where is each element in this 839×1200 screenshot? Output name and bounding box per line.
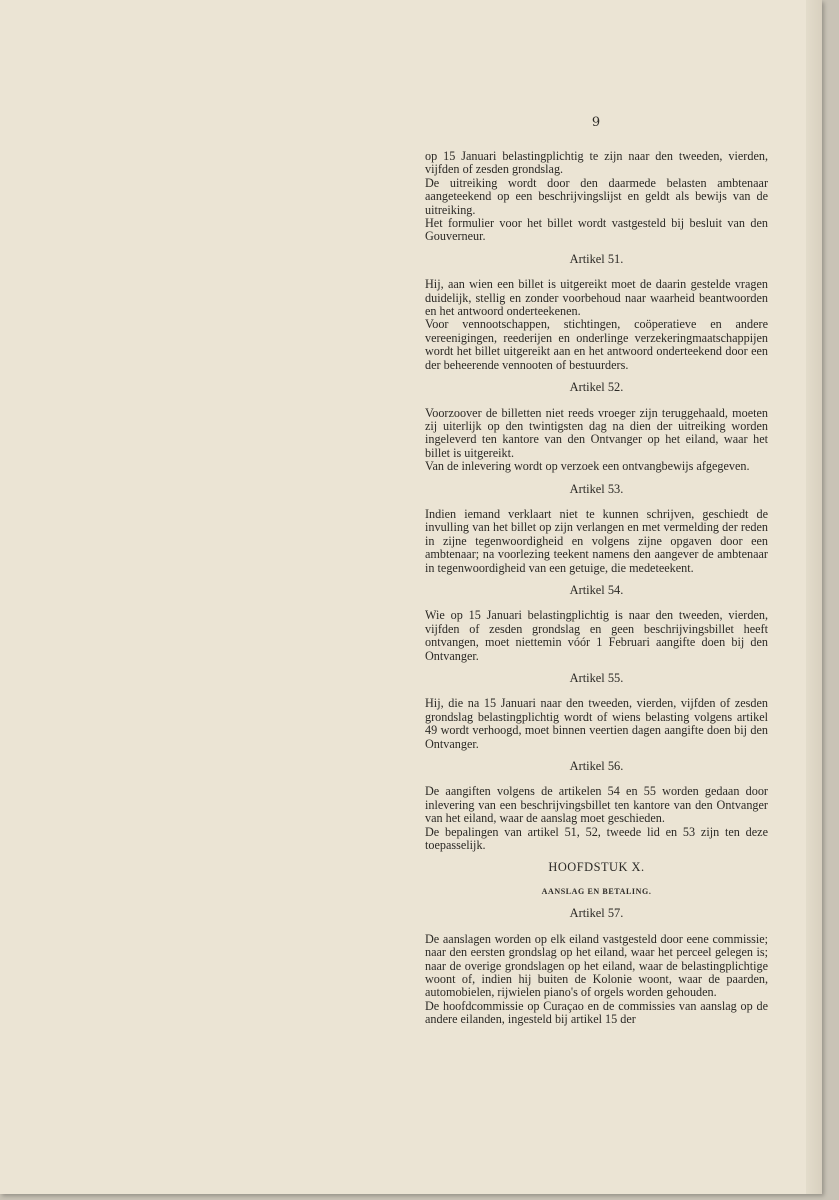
article-heading: Artikel 51. [569, 251, 624, 266]
chapter-subtitle: AANSLAG EN BETALING. [541, 886, 652, 896]
paragraph: Voorzoover de billetten niet reeds vroeger zijn teruggehaald, moeten zij uiterlijk op den twintigsten dag na dien der uitreiking worden ingeleverd ten kantore van den Ontvanger op het eiland, waar het billet is uitgereikt. [425, 405, 768, 460]
paragraph: Het formulier voor het billet wordt vastgesteld bij besluit van den Gouverneur. [425, 216, 768, 244]
paragraph: De aanslagen worden op elk eiland vastgesteld door eene commissie; naar den eersten grondslag op het eiland, waar het perceel gelegen is; naar de overige grondslagen op het eiland, waar de belastingplichtige woont of, indien hij buiten de Kolonie woont, waar de paarden, automobielen, rijwielen piano's of orgels worden gehouden. [425, 931, 768, 1000]
article-heading: Artikel 57. [569, 906, 624, 921]
paragraph: op 15 Januari belastingplichtig te zijn naar den tweeden, vierden, vijfden of zesden grondslag. [425, 149, 768, 177]
page-edge-shadow [806, 0, 822, 1194]
article-heading: Artikel 55. [569, 671, 624, 685]
paragraph: De hoofdcommissie op Curaçao en de commissies van aanslag op de andere eilanden, ingesteld bij artikel 15 der [425, 998, 768, 1027]
chapter-heading: HOOFDSTUK X. [548, 860, 645, 875]
page-number: 9 [591, 115, 601, 130]
document-body [425, 150, 768, 1027]
paragraph: De bepalingen van artikel 51, 52, tweede lid en 53 zijn ten deze toepasselijk. [425, 824, 768, 853]
paragraph: Voor vennootschappen, stichtingen, coöperatieve en andere vereenigingen, reederijen en onderlinge verzekeringmaatschappijen wordt het billet uitgereikt aan en het antwoord onderteekend door een der beheerende vennooten of bestuurders. [425, 317, 768, 372]
article-heading: Artikel 53. [569, 481, 624, 496]
article-heading: Artikel 54. [569, 582, 624, 597]
paragraph: De aangiften volgens de artikelen 54 en 55 worden gedaan door inlevering van een beschrijvingsbillet ten kantore van den Ontvanger van het eiland, waar de aanslag moet geschieden. [425, 784, 768, 826]
paragraph: Wie op 15 Januari belastingplichtig is naar den tweeden, vierden, vijfden of zesden grondslag en geen beschrijvingsbillet heeft ontvangen, moet niettemin vóór 1 Februari aangifte doen bij den Ontvanger. [425, 608, 768, 663]
paragraph: De uitreiking wordt door den daarmede belasten ambtenaar aangeteekend op een beschrijvingslijst en geldt als bewijs van de uitreiking. [425, 175, 768, 217]
paragraph: Hij, aan wien een billet is uitgereikt moet de daarin gestelde vragen duidelijk, stellig en zonder voorbehoud naar waarheid beantwoorden en het antwoord onderteekenen. [425, 277, 768, 319]
article-heading: Artikel 52. [569, 380, 624, 395]
article-heading: Artikel 56. [569, 759, 624, 774]
paragraph: Hij, die na 15 Januari naar den tweeden, vierden, vijfden of zesden grondslag belastingplichtig wordt of wiens belasting volgens artikel 49 wordt verhoogd, moet binnen veertien dagen aangifte doen bij den Ontvanger. [425, 696, 768, 751]
paragraph: Van de inlevering wordt op verzoek een ontvangbewijs afgegeven. [425, 459, 750, 474]
paragraph: Indien iemand verklaart niet te kunnen schrijven, geschiedt de invulling van het billet op zijn verlangen en met vermelding der reden in zijne tegenwoordigheid en volgens zijne opgaven door een ambtenaar; na voorlezing teekent namens den aangever de ambtenaar in tegenwoordigheid van een getuige, die medeteekent. [425, 506, 768, 575]
